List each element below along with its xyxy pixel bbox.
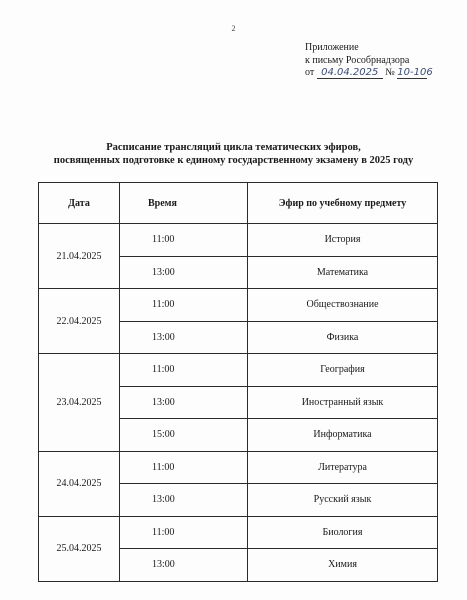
handwritten-date: 04.04.2025 <box>317 67 383 79</box>
handwritten-number: 10-106 <box>397 67 433 78</box>
subject-cell: История <box>248 224 438 257</box>
appendix-title: Приложение <box>305 42 359 53</box>
subject-cell: Химия <box>248 549 438 582</box>
table-row <box>39 224 438 257</box>
header-date: Дата <box>39 183 120 224</box>
appendix-subtitle: к письму Рособрнадзора <box>305 54 410 66</box>
table-row <box>39 354 438 387</box>
time-cell: 13:00 <box>120 386 248 419</box>
title-line-2: посвященных подготовке к единому государственному экзамену в 2025 году <box>53 155 414 166</box>
subject-cell: Обществознание <box>248 289 438 322</box>
table-row <box>39 289 438 322</box>
time-cell: 11:00 <box>120 516 248 549</box>
header-subject: Эфир по учебному предмету <box>248 183 438 224</box>
schedule-table <box>38 182 438 582</box>
time-cell: 13:00 <box>120 549 248 582</box>
appendix-block <box>305 42 433 80</box>
from-label: от <box>305 67 315 78</box>
page-number: 2 <box>231 24 236 33</box>
time-cell: 13:00 <box>120 256 248 289</box>
time-cell: 15:00 <box>120 419 248 452</box>
subject-cell: Биология <box>248 516 438 549</box>
date-cell: 25.04.2025 <box>39 516 120 581</box>
time-cell: 11:00 <box>120 289 248 322</box>
subject-cell: Математика <box>248 256 438 289</box>
subject-cell: Физика <box>248 321 438 354</box>
table-header-row <box>39 183 438 224</box>
document-title <box>0 141 467 167</box>
subject-cell: География <box>248 354 438 387</box>
date-cell: 22.04.2025 <box>39 289 120 354</box>
date-cell: 21.04.2025 <box>39 224 120 289</box>
subject-cell: Иностранный язык <box>248 386 438 419</box>
time-cell: 11:00 <box>120 451 248 484</box>
time-cell: 13:00 <box>120 321 248 354</box>
schedule-body <box>39 224 438 582</box>
subject-cell: Информатика <box>248 419 438 452</box>
time-cell: 13:00 <box>120 484 248 517</box>
table-row <box>39 516 438 549</box>
table-row <box>39 451 438 484</box>
appendix-reference <box>305 67 433 80</box>
date-cell: 23.04.2025 <box>39 354 120 452</box>
subject-cell: Литература <box>248 451 438 484</box>
date-cell: 24.04.2025 <box>39 451 120 516</box>
time-cell: 11:00 <box>120 224 248 257</box>
time-cell: 11:00 <box>120 354 248 387</box>
title-line-1: Расписание трансляций цикла тематических эфиров, <box>106 142 361 153</box>
number-label: № <box>385 67 395 78</box>
header-time: Время <box>120 183 248 224</box>
subject-cell: Русский язык <box>248 484 438 517</box>
